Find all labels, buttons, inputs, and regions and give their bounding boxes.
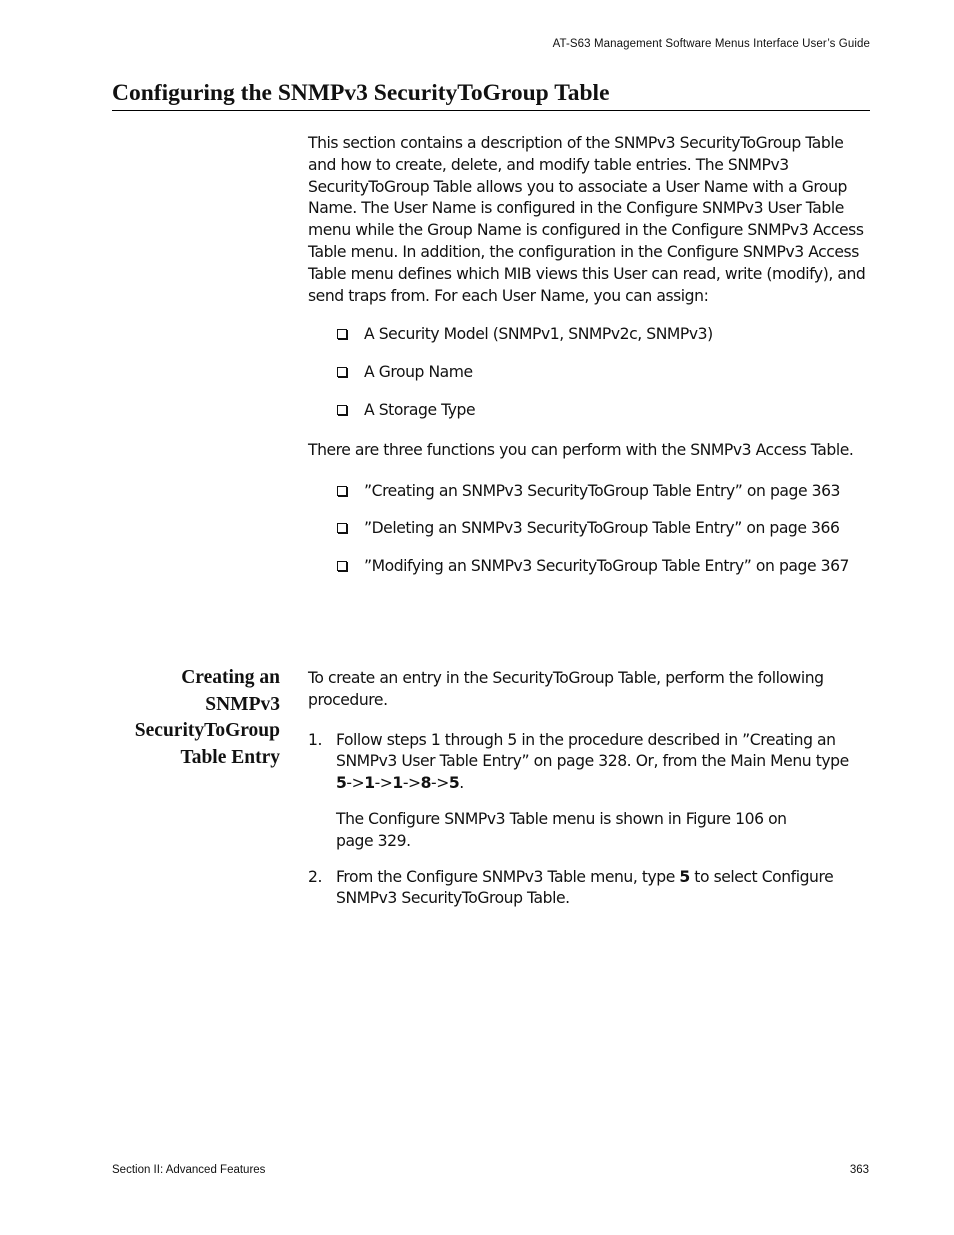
list-item: [308, 481, 868, 503]
functions-paragraph: There are three functions you can perform with the SNMPv3 Access Table.: [308, 440, 854, 459]
list-item: A Group Name: [308, 362, 868, 384]
footer-section-label: Section II: Advanced Features: [112, 1164, 266, 1176]
cross-reference-link[interactable]: ”Creating an SNMPv3 SecurityToGroup Table Entry” on page 363: [364, 481, 841, 500]
list-item: A Storage Type: [308, 400, 868, 422]
step-note: The Configure SNMPv3 Table menu is shown in Figure 106 on page 329.: [336, 809, 787, 850]
page-number: 363: [849, 1164, 869, 1176]
step-item: 2. From the Configure SNMPv3 Table menu, type 5 to select Configure SNMPv3 SecurityToGroup Table.: [308, 867, 834, 908]
checkbox-bullet-icon: [337, 523, 347, 533]
list-item: [308, 518, 868, 540]
step-number: 1.: [308, 730, 322, 749]
checkbox-bullet-icon: [337, 486, 347, 496]
intro-paragraph: This section contains a description of the SNMPv3 SecurityToGroup Table and how to create, delete, and modify table entries. The SNMPv3 SecurityToGroup Table allows you to associate a User Name with a Group Name. The User Name is configured in the Configure SNMPv3 User Table menu while the Group Name is configured in the Configure SNMPv3 Access Table menu. In addition, the configuration in the Configure SNMPv3 Access Table menu defines which MIB views this User can read, write (modify), and send traps from. For each User Name, you can assign:: [308, 134, 866, 305]
procedure-steps: [308, 730, 868, 911]
subsection-body: [308, 668, 868, 910]
step-item: 1. Follow steps 1 through 5 in the procedure described in ”Creating an SNMPv3 User Table Entry” on page 328. Or, from the Main Menu type 5->1->1->8->5. The Configure SNMPv3 Table menu is shown in Figure 106 on page 329.: [308, 730, 868, 853]
checkbox-bullet-icon: [337, 561, 347, 571]
running-header: AT-S63 Management Software Menus Interface User’s Guide: [552, 38, 870, 50]
checkbox-bullet-icon: [337, 367, 347, 377]
list-item: [308, 556, 868, 578]
checkbox-bullet-icon: [337, 329, 347, 339]
step-number: 2.: [308, 867, 322, 886]
section-title: Configuring the SNMPv3 SecurityToGroup Table: [112, 78, 870, 111]
checkbox-bullet-icon: [337, 405, 347, 415]
subsection-heading: Creating an SNMPv3 SecurityToGroup Table Entry: [134, 667, 280, 768]
section-body: [308, 133, 868, 578]
assign-list: [308, 324, 868, 421]
procedure-intro: To create an entry in the SecurityToGroup Table, perform the following procedure.: [308, 669, 824, 709]
cross-reference-link[interactable]: ”Deleting an SNMPv3 SecurityToGroup Table Entry” on page 366: [364, 519, 840, 538]
list-item: A Security Model (SNMPv1, SNMPv2c, SNMPv3): [308, 324, 868, 346]
cross-reference-link[interactable]: ”Modifying an SNMPv3 SecurityToGroup Table Entry” on page 367: [364, 557, 850, 576]
functions-list: [308, 481, 868, 578]
